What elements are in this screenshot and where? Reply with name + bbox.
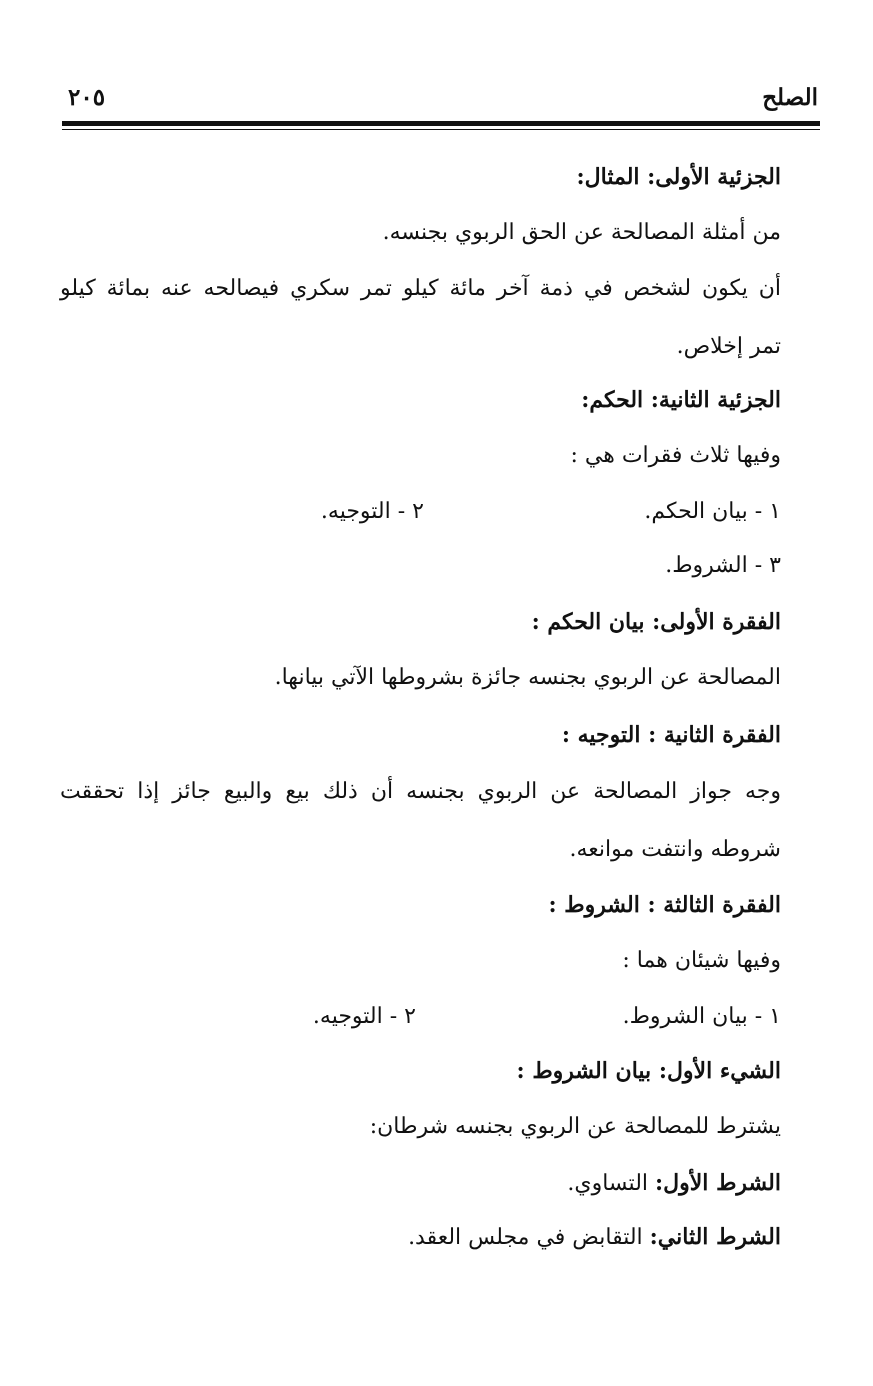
chapter-title: الصلح: [762, 84, 818, 111]
paragraph-line: شروطه وانتفت موانعه.: [569, 837, 781, 862]
page-header: [62, 84, 820, 124]
paragraph-line: يشترط للمصالحة عن الربوي بجنسه شرطان:: [369, 1114, 781, 1139]
paragraph-line: وفيها ثلاث فقرات هي :: [570, 443, 781, 468]
paragraph-line: وجه جواز المصالحة عن الربوي بجنسه أن ذلك بيع والبيع جائز إذا تحققت: [60, 779, 781, 804]
condition-line: [567, 1166, 781, 1201]
list-item: ١ - بيان الحكم.: [644, 499, 781, 524]
list-item: ٣ - الشروط.: [665, 553, 781, 578]
header-rule-thin: [62, 129, 820, 130]
section-heading-example: الجزئية الأولى: المثال:: [576, 164, 781, 190]
condition-text: التقابض في مجلس العقد.: [408, 1225, 643, 1250]
condition-text: التساوي.: [567, 1171, 649, 1196]
paragraph-line: تمر إخلاص.: [676, 334, 781, 359]
condition-label: الشرط الأول:: [655, 1170, 781, 1196]
header-rule-thick: [62, 121, 820, 126]
subsection-heading: الفقرة الأولى: بيان الحكم :: [531, 609, 781, 635]
list-item: ٢ - التوجيه.: [312, 1004, 416, 1029]
subsection-heading: الفقرة الثانية : التوجيه :: [561, 722, 781, 748]
condition-line: [408, 1220, 781, 1255]
paragraph-line: أن يكون لشخص في ذمة آخر مائة كيلو تمر سكري فيصالحه عنه بمائة كيلو: [60, 276, 781, 301]
subsection-heading: الفقرة الثالثة : الشروط :: [548, 892, 781, 918]
list-item: ٢ - التوجيه.: [320, 499, 424, 524]
paragraph-line: من أمثلة المصالحة عن الحق الربوي بجنسه.: [382, 220, 781, 245]
section-heading-ruling: الجزئية الثانية: الحكم:: [581, 387, 781, 413]
condition-label: الشرط الثاني:: [649, 1224, 781, 1250]
subsection-heading: الشيء الأول: بيان الشروط :: [516, 1058, 781, 1084]
list-item: ١ - بيان الشروط.: [622, 1004, 781, 1029]
paragraph-line: المصالحة عن الربوي بجنسه جائزة بشروطها الآتي بيانها.: [274, 665, 781, 690]
page-number: ٢٠٥: [68, 84, 106, 111]
paragraph-line: وفيها شيئان هما :: [622, 948, 781, 973]
